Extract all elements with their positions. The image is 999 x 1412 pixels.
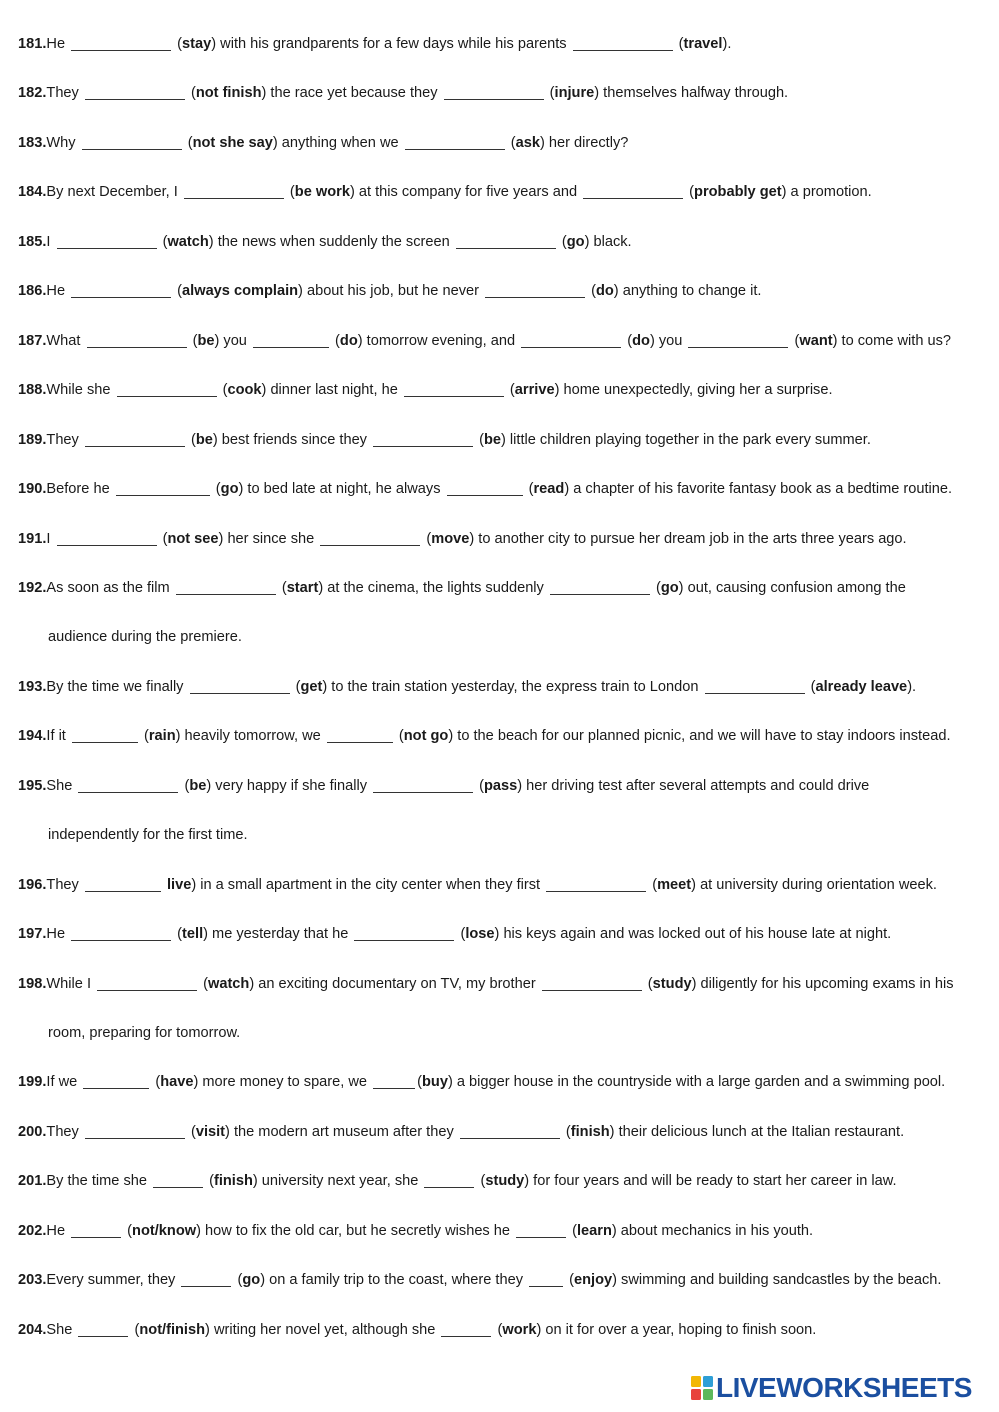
sentence-text: ( — [587, 283, 596, 300]
verb-hint: watch — [167, 233, 209, 250]
verb-hint: already leave — [815, 678, 908, 695]
exercise-189 — [18, 430, 993, 450]
exercise-186 — [18, 281, 993, 301]
sentence-text: Every summer, they — [46, 1272, 180, 1289]
sentence-text: They — [46, 85, 83, 102]
answer-blank[interactable] — [57, 529, 157, 546]
sentence-text: ( — [205, 1173, 214, 1190]
verb-hint: start — [286, 579, 319, 596]
sentence-text: ( — [285, 184, 295, 201]
verb-hint: study — [652, 975, 692, 992]
exercise-number: 193. — [18, 678, 47, 695]
answer-blank[interactable] — [181, 1270, 231, 1287]
sentence-text: She — [46, 777, 77, 794]
sentence-text: ( — [475, 777, 484, 794]
sentence-text: ( — [277, 579, 287, 596]
exercise-number: 192. — [18, 579, 47, 596]
sentence-text: ) writing her novel yet, although she — [205, 1321, 440, 1338]
sentence-text: He — [46, 926, 70, 943]
sentence-text: ( — [199, 975, 208, 992]
exercise-192-continuation: audience during the premiere. — [48, 629, 242, 646]
exercise-number: 181. — [18, 36, 47, 52]
sentence-text: ) for four years and will be ready to start her career in law. — [524, 1173, 897, 1190]
exercise-200 — [18, 1122, 993, 1142]
answer-blank[interactable] — [542, 974, 642, 991]
exercise-195 — [18, 776, 993, 796]
answer-blank[interactable] — [87, 331, 187, 348]
sentence-text: ( — [565, 1272, 574, 1289]
verb-hint: buy — [421, 1074, 448, 1091]
sentence-text: As soon as the film — [46, 579, 174, 596]
sentence-text: ) diligently for his upcoming exams in his — [691, 975, 954, 992]
sentence-text: He — [46, 283, 70, 300]
verb-hint: go — [660, 579, 679, 596]
sentence-text: I — [46, 530, 55, 547]
exercise-201 — [18, 1171, 993, 1191]
answer-blank[interactable] — [424, 1171, 474, 1188]
liveworksheets-logo-icon — [690, 1375, 714, 1401]
verb-hint: tell — [182, 926, 204, 943]
answer-blank[interactable] — [521, 331, 621, 348]
sentence-text: He — [46, 1222, 70, 1239]
answer-blank[interactable] — [116, 479, 210, 496]
answer-blank[interactable] — [688, 331, 788, 348]
verb-hint: study — [485, 1173, 525, 1190]
verb-hint: read — [533, 481, 565, 498]
sentence-text: ) to come with us? — [832, 332, 952, 349]
sentence-text: ( — [211, 481, 221, 498]
answer-blank[interactable] — [327, 726, 393, 743]
verb-hint: move — [431, 530, 470, 547]
sentence-text: ) tomorrow evening, and — [357, 332, 520, 349]
answer-blank[interactable] — [71, 34, 171, 51]
exercise-number: 204. — [18, 1321, 47, 1338]
answer-blank[interactable] — [447, 479, 523, 496]
sentence-text: By the time she — [46, 1173, 152, 1190]
exercise-number: 203. — [18, 1272, 47, 1289]
exercise-number: 200. — [18, 1123, 47, 1140]
sentence-text: ) more money to spare, we — [193, 1074, 372, 1091]
answer-blank[interactable] — [373, 430, 473, 447]
answer-blank[interactable] — [373, 1072, 415, 1089]
verb-hint: not she say — [192, 134, 273, 151]
sentence-text: ) their delicious lunch at the Italian restaurant. — [609, 1123, 905, 1140]
verb-hint: ask — [515, 134, 540, 151]
answer-blank[interactable] — [78, 776, 178, 793]
sentence-text: ) at the cinema, the lights suddenly — [318, 579, 548, 596]
exercise-number: 183. — [18, 134, 47, 151]
verb-hint: injure — [554, 85, 595, 102]
sentence-text: What — [46, 332, 85, 349]
exercise-number: 188. — [18, 382, 47, 399]
sentence-text: ) home unexpectedly, giving her a surprise. — [554, 382, 833, 399]
answer-blank[interactable] — [190, 677, 290, 694]
exercise-number: 199. — [18, 1074, 47, 1091]
answer-blank[interactable] — [373, 776, 473, 793]
exercise-number: 202. — [18, 1222, 47, 1239]
verb-hint: probably get — [694, 184, 782, 201]
verb-hint: watch — [207, 975, 250, 992]
verb-hint: enjoy — [573, 1272, 613, 1289]
verb-hint: learn — [577, 1222, 612, 1239]
sentence-text: They — [46, 431, 83, 448]
exercise-199 — [18, 1072, 993, 1092]
sentence-text: While she — [46, 382, 115, 399]
exercise-number: 190. — [18, 481, 47, 498]
sentence-text: ( — [173, 283, 183, 300]
verb-hint: do — [632, 332, 650, 349]
verb-hint: pass — [483, 777, 518, 794]
sentence-text: ( — [186, 1123, 196, 1140]
sentence-text: Why — [46, 134, 80, 151]
exercise-197 — [18, 924, 993, 944]
sentence-text: If it — [46, 728, 70, 745]
sentence-text: ( — [139, 728, 149, 745]
sentence-text: ( — [180, 777, 190, 794]
liveworksheets-logo — [690, 1372, 972, 1404]
sentence-text: ) to another city to pursue her dream job in the arts three years ago. — [469, 530, 907, 547]
verb-hint: always complain — [182, 283, 299, 300]
verb-hint: lose — [465, 926, 495, 943]
verb-hint: go — [566, 233, 585, 250]
exercise-number: 189. — [18, 431, 47, 448]
sentence-text: ) the news when suddenly the screen — [208, 233, 454, 250]
sentence-text: ) about mechanics in his youth. — [611, 1222, 814, 1239]
sentence-text: ) me yesterday that he — [203, 926, 353, 943]
answer-blank[interactable] — [71, 1221, 121, 1238]
sentence-text: By next December, I — [46, 184, 182, 201]
sentence-text: ( — [545, 85, 555, 102]
exercise-188 — [18, 380, 993, 400]
sentence-text: ( — [524, 481, 534, 498]
answer-blank[interactable] — [71, 924, 171, 941]
sentence-text: She — [46, 1321, 77, 1338]
answer-blank[interactable] — [85, 83, 185, 100]
exercise-number: 187. — [18, 332, 47, 349]
sentence-text: ) you — [649, 332, 687, 349]
sentence-text: ) her driving test after several attempts and could drive — [517, 777, 870, 794]
exercise-195-continuation: independently for the first time. — [48, 827, 248, 844]
sentence-text: ( — [475, 431, 484, 448]
sentence-text: ( — [505, 382, 515, 399]
verb-hint: not see — [167, 530, 219, 547]
answer-blank[interactable] — [153, 1171, 203, 1188]
answer-blank[interactable] — [456, 232, 556, 249]
exercise-number: 194. — [18, 728, 47, 745]
exercise-182 — [18, 83, 993, 103]
sentence-text: He — [46, 36, 70, 52]
sentence-text: ( — [130, 1321, 140, 1338]
verb-hint: be — [197, 332, 215, 349]
exercise-number: 201. — [18, 1173, 47, 1190]
answer-blank[interactable] — [85, 875, 161, 892]
answer-blank[interactable] — [550, 578, 650, 595]
exercise-number: 197. — [18, 926, 47, 943]
sentence-text: By the time we finally — [46, 678, 188, 695]
sentence-text: ( — [623, 332, 633, 349]
exercise-190 — [18, 479, 993, 499]
answer-blank[interactable] — [404, 380, 504, 397]
sentence-text: ). — [722, 36, 732, 52]
sentence-text: ) very happy if she finally — [206, 777, 372, 794]
sentence-text: ) on it for over a year, hoping to finish soon. — [536, 1321, 817, 1338]
answer-blank[interactable] — [320, 529, 420, 546]
exercise-194 — [18, 726, 993, 746]
verb-hint: live — [166, 876, 192, 893]
sentence-text: ( — [173, 36, 183, 52]
verb-hint: want — [799, 332, 833, 349]
answer-blank[interactable] — [546, 875, 646, 892]
liveworksheets-logo-text: LIVEWORKSHEETS — [716, 1372, 972, 1403]
sentence-text: ) dinner last night, he — [261, 382, 402, 399]
sentence-text: ( — [806, 678, 816, 695]
sentence-text: ) an exciting documentary on TV, my brother — [249, 975, 540, 992]
exercise-number: 185. — [18, 233, 47, 250]
verb-hint: finish — [213, 1173, 253, 1190]
answer-blank[interactable] — [97, 974, 197, 991]
sentence-text: ) the modern art museum after they — [225, 1123, 458, 1140]
sentence-text: ) with his grandparents for a few days while his parents — [211, 36, 571, 52]
sentence-text: ( — [330, 332, 340, 349]
sentence-text: ( — [394, 728, 404, 745]
sentence-text: ( — [674, 36, 684, 52]
sentence-text: ( — [561, 1123, 571, 1140]
sentence-text: ( — [417, 1074, 422, 1091]
sentence-text: ) you — [214, 332, 251, 349]
sentence-text: ( — [173, 926, 183, 943]
sentence-text: ( — [151, 1074, 161, 1091]
answer-blank[interactable] — [405, 133, 505, 150]
sentence-text: ) anything when we — [272, 134, 403, 151]
exercise-193 — [18, 677, 993, 697]
sentence-text: ) about his job, but he never — [298, 283, 484, 300]
sentence-text: While I — [46, 975, 96, 992]
sentence-text: ( — [158, 530, 168, 547]
answer-blank[interactable] — [705, 677, 805, 694]
verb-hint: do — [595, 283, 614, 300]
answer-blank[interactable] — [117, 380, 217, 397]
sentence-text: ( — [568, 1222, 577, 1239]
sentence-text: ( — [188, 332, 198, 349]
verb-hint: not finish — [195, 85, 262, 102]
exercise-187 — [18, 331, 993, 351]
sentence-text: ( — [233, 1272, 243, 1289]
verb-hint: finish — [570, 1123, 610, 1140]
verb-hint: be — [195, 431, 213, 448]
sentence-text: They — [46, 1123, 83, 1140]
sentence-text: They — [46, 876, 83, 893]
sentence-text: ) to the beach for our planned picnic, and we will have to stay indoors instead. — [448, 728, 951, 745]
sentence-text: ) little children playing together in the park every summer. — [501, 431, 871, 448]
sentence-text: ( — [651, 579, 661, 596]
exercise-191 — [18, 529, 993, 549]
exercise-number: 182. — [18, 85, 47, 102]
sentence-text: ) themselves halfway through. — [594, 85, 789, 102]
answer-blank[interactable] — [71, 281, 171, 298]
sentence-text: ( — [476, 1173, 486, 1190]
sentence-text: ( — [557, 233, 567, 250]
answer-blank[interactable] — [85, 1122, 185, 1139]
verb-hint: do — [339, 332, 358, 349]
answer-blank[interactable] — [78, 1320, 128, 1337]
verb-hint: be — [483, 431, 501, 448]
verb-hint: not/finish — [139, 1321, 206, 1338]
exercise-198 — [18, 974, 993, 994]
exercise-184 — [18, 182, 993, 202]
exercise-198-continuation: room, preparing for tomorrow. — [48, 1025, 241, 1041]
verb-hint: get — [300, 678, 323, 695]
sentence-text: ) in a small apartment in the city center when they first — [191, 876, 545, 893]
sentence-text: ( — [493, 1321, 503, 1338]
sentence-text: ( — [158, 233, 168, 250]
verb-hint: not/know — [132, 1222, 197, 1239]
verb-hint: arrive — [514, 382, 555, 399]
exercise-185 — [18, 232, 993, 252]
answer-blank[interactable] — [253, 331, 329, 348]
sentence-text: ) her directly? — [539, 134, 629, 151]
exercise-204 — [18, 1320, 993, 1340]
answer-blank[interactable] — [176, 578, 276, 595]
sentence-text: ( — [291, 678, 301, 695]
answer-blank[interactable] — [485, 281, 585, 298]
verb-hint: work — [502, 1321, 537, 1338]
answer-blank[interactable] — [516, 1221, 566, 1238]
sentence-text: ) to bed late at night, he always — [238, 481, 445, 498]
sentence-text: Before he — [46, 481, 114, 498]
sentence-text: ( — [422, 530, 432, 547]
sentence-text: ) a chapter of his favorite fantasy book as a bedtime routine. — [564, 481, 953, 498]
sentence-text: ( — [643, 975, 653, 992]
sentence-text: ) out, causing confusion among the — [678, 579, 906, 596]
answer-blank[interactable] — [83, 1072, 149, 1089]
sentence-text: ) his keys again and was locked out of his house late at night. — [494, 926, 892, 943]
verb-hint: be — [189, 777, 207, 794]
sentence-text: ( — [218, 382, 228, 399]
verb-hint: go — [220, 481, 239, 498]
verb-hint: have — [160, 1074, 194, 1091]
answer-blank[interactable] — [460, 1122, 560, 1139]
sentence-text: ). — [907, 678, 917, 695]
verb-hint: stay — [182, 36, 212, 52]
answer-blank[interactable] — [583, 182, 683, 199]
exercise-number: 184. — [18, 184, 47, 201]
sentence-text: ) her since she — [218, 530, 319, 547]
exercise-203 — [18, 1270, 993, 1290]
sentence-text: ) a promotion. — [781, 184, 872, 201]
answer-blank[interactable] — [57, 232, 157, 249]
sentence-text: ( — [648, 876, 658, 893]
exercise-number: 196. — [18, 876, 47, 893]
answer-blank[interactable] — [444, 83, 544, 100]
sentence-text: ( — [456, 926, 466, 943]
sentence-text: ( — [186, 85, 196, 102]
exercise-181 — [18, 34, 993, 54]
exercise-number: 195. — [18, 777, 47, 794]
answer-blank[interactable] — [72, 726, 138, 743]
answer-blank[interactable] — [573, 34, 673, 51]
sentence-text: ) best friends since they — [212, 431, 372, 448]
sentence-text: ) swimming and building sandcastles by the beach. — [612, 1272, 942, 1289]
verb-hint: not go — [403, 728, 449, 745]
verb-hint: meet — [657, 876, 692, 893]
sentence-text: ) on a family trip to the coast, where they — [260, 1272, 528, 1289]
sentence-text: ) at university during orientation week. — [691, 876, 937, 893]
sentence-text: ) university next year, she — [252, 1173, 423, 1190]
sentence-text: ( — [685, 184, 695, 201]
sentence-text: ( — [506, 134, 516, 151]
exercise-202 — [18, 1221, 993, 1241]
answer-blank[interactable] — [529, 1270, 563, 1287]
answer-blank[interactable] — [441, 1320, 491, 1337]
sentence-text: ) a bigger house in the countryside with a large garden and a swimming pool. — [447, 1074, 946, 1091]
verb-hint: go — [242, 1272, 261, 1289]
answer-blank[interactable] — [82, 133, 182, 150]
verb-hint: cook — [227, 382, 262, 399]
verb-hint: travel — [683, 36, 723, 52]
sentence-text: ( — [186, 431, 196, 448]
sentence-text: If we — [46, 1074, 82, 1091]
exercise-183 — [18, 133, 993, 153]
exercise-number: 186. — [18, 283, 47, 300]
sentence-text: ) black. — [584, 233, 632, 250]
sentence-text: ( — [790, 332, 800, 349]
sentence-text: ) how to fix the old car, but he secretly wishes he — [196, 1222, 515, 1239]
sentence-text: ( — [183, 134, 193, 151]
exercise-number: 198. — [18, 975, 47, 992]
sentence-text: ) heavily tomorrow, we — [175, 728, 325, 745]
sentence-text: I — [46, 233, 55, 250]
exercise-number: 191. — [18, 530, 47, 547]
verb-hint: be work — [294, 184, 350, 201]
sentence-text: ) to the train station yesterday, the express train to London — [322, 678, 703, 695]
sentence-text: ) the race yet because they — [261, 85, 442, 102]
sentence-text: ( — [123, 1222, 133, 1239]
sentence-text: ) at this company for five years and — [349, 184, 582, 201]
exercise-196 — [18, 875, 993, 895]
sentence-text: ) anything to change it. — [613, 283, 762, 300]
answer-blank[interactable] — [85, 430, 185, 447]
answer-blank[interactable] — [184, 182, 284, 199]
verb-hint: visit — [195, 1123, 226, 1140]
verb-hint: rain — [148, 728, 176, 745]
answer-blank[interactable] — [354, 924, 454, 941]
exercise-192 — [18, 578, 993, 598]
